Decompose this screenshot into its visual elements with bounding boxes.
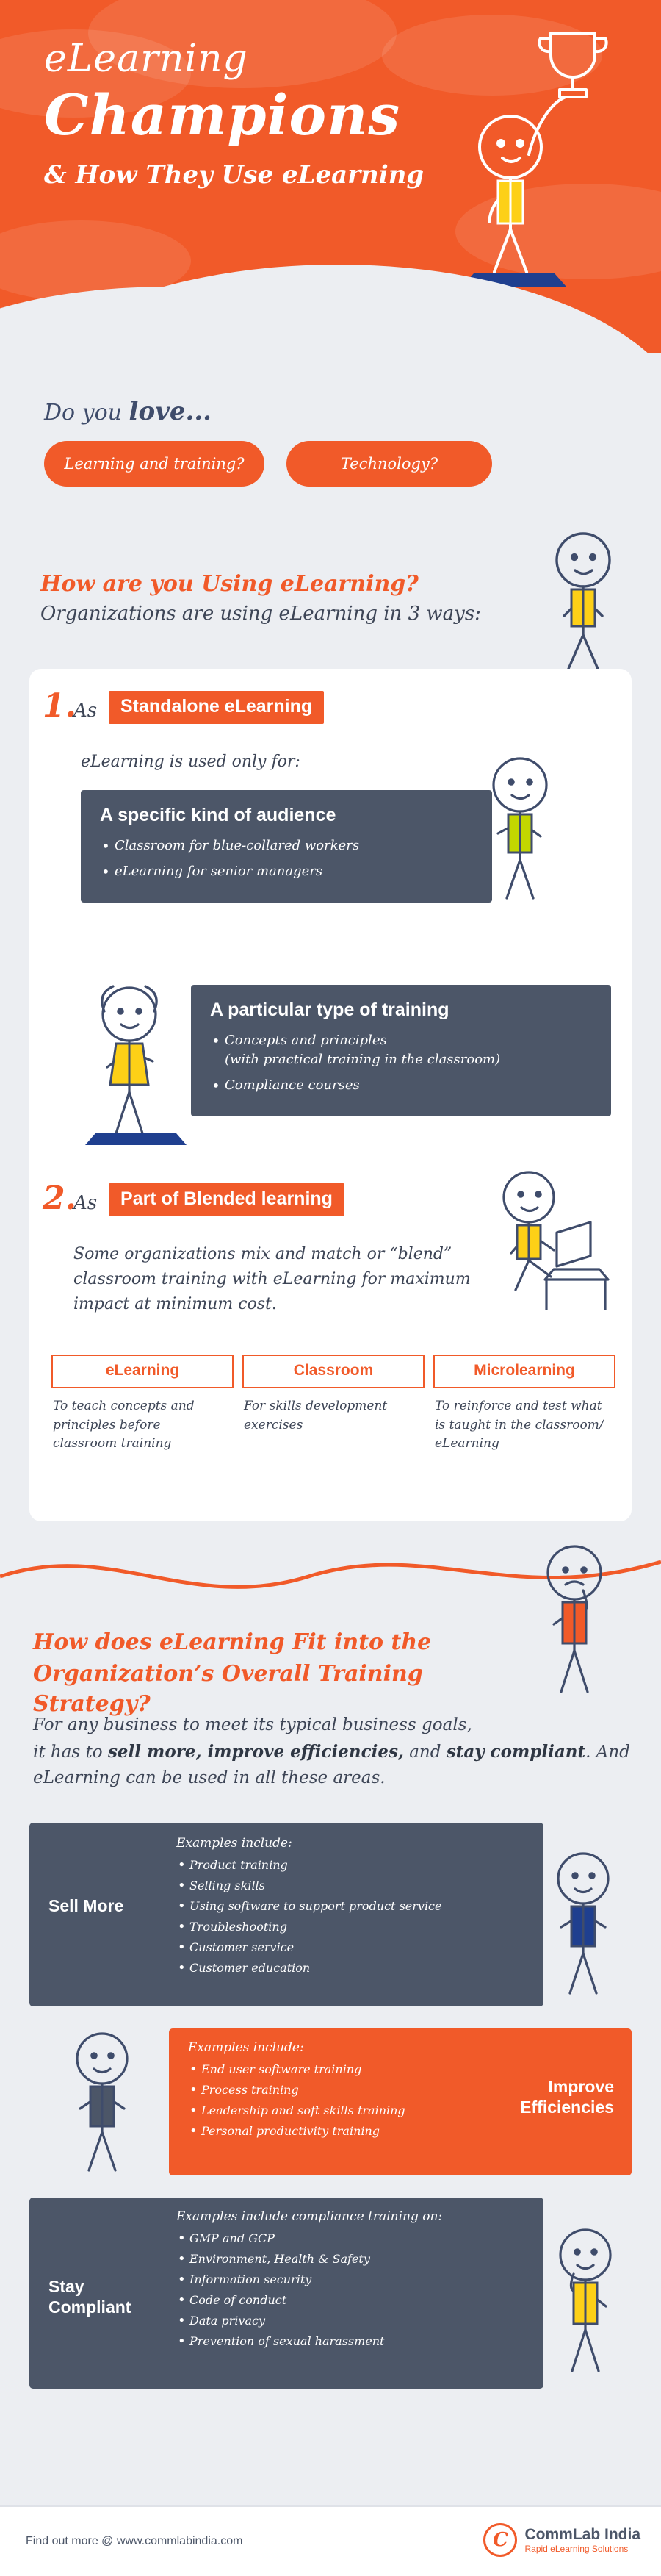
strategy-heading-line2: Organization’s Overall Training Strategy? <box>33 1661 423 1717</box>
strategy-block-stay-compliant <box>29 2198 543 2389</box>
way1-audience-box <box>81 790 492 903</box>
examples-list-sell-more <box>176 1856 529 1977</box>
strategy-intro-bold-1: sell more, improve efficiencies, <box>107 1741 404 1762</box>
way1-tag[interactable]: Standalone eLearning <box>109 691 324 724</box>
way1-training-box <box>191 985 611 1116</box>
stick-figure-champion-icon <box>441 7 646 301</box>
list-item: • Information security <box>176 2271 529 2289</box>
strategy-intro <box>33 1712 635 1792</box>
stick-figure-standing-icon <box>523 529 648 676</box>
col-head-elearning: eLearning <box>51 1355 234 1388</box>
strategy-intro-2: it has to <box>33 1742 108 1762</box>
way2-tag[interactable]: Part of Blended learning <box>109 1183 344 1216</box>
list-item: • GMP and GCP <box>176 2230 529 2247</box>
stick-figure-female-icon <box>59 977 206 1150</box>
commlab-logo <box>483 2523 640 2557</box>
list-item: • Compliance courses <box>210 1076 592 1095</box>
list-item: • End user software training <box>188 2061 482 2078</box>
list-item: • Prevention of sexual harassment <box>176 2333 529 2350</box>
list-item: • Classroom for blue-collared workers <box>100 836 473 855</box>
col-body-microlearning: To reinforce and test what is taught in the classroom/ eLearning <box>435 1399 604 1451</box>
examples-title: Examples include: <box>176 1836 292 1851</box>
list-item: • Data privacy <box>176 2312 529 2330</box>
way1-audience-list <box>100 836 473 881</box>
list-item: • Customer service <box>176 1939 529 1956</box>
col-body-elearning: To teach concepts and principles before classroom training <box>53 1399 195 1451</box>
section-heading-using: How are you Using eLearning? <box>40 571 419 597</box>
love-prompt-emph: love... <box>129 397 212 426</box>
title-line-2: Champions <box>44 82 401 148</box>
pill-learning-and-training[interactable] <box>44 441 264 487</box>
list-item: • Product training <box>176 1856 529 1874</box>
stick-figure-business-icon <box>33 2025 173 2190</box>
col-head-microlearning: Microlearning <box>433 1355 615 1388</box>
examples-title: Examples include compliance training on: <box>176 2209 443 2224</box>
logo-mark-icon: C <box>483 2523 517 2557</box>
strategy-label-sell-more: Sell More <box>48 1896 124 1915</box>
pill-label: Technology? <box>340 455 438 473</box>
list-item: • Customer education <box>176 1959 529 1977</box>
examples-title: Examples include: <box>188 2040 304 2055</box>
list-item: • Process training <box>188 2081 482 2099</box>
way1-lead: eLearning is used only for: <box>81 753 300 771</box>
love-prompt-plain: Do you <box>44 400 129 426</box>
strategy-block-sell-more <box>29 1823 543 2006</box>
list-item: • eLearning for senior managers <box>100 862 473 881</box>
col-head-classroom: Classroom <box>242 1355 425 1388</box>
love-prompt <box>44 397 212 426</box>
strategy-intro-3: and <box>403 1742 447 1762</box>
pill-label: Learning and training? <box>64 455 245 473</box>
way1-as-word: As <box>73 700 98 722</box>
way2-as-word: As <box>73 1192 98 1214</box>
footer <box>0 2505 661 2576</box>
way1-training-list <box>210 1031 592 1095</box>
way1-training-title: A particular type of training <box>210 1000 449 1020</box>
strategy-block-improve-efficiencies <box>169 2028 632 2175</box>
stick-figure-pointing-icon <box>449 750 589 904</box>
list-item: • Code of conduct <box>176 2292 529 2309</box>
stick-figure-laptop-icon <box>477 1165 635 1323</box>
list-item: • Environment, Health & Safety <box>176 2250 529 2268</box>
stick-figure-presenter-icon <box>514 1845 654 2014</box>
title-line-3: & How They Use eLearning <box>44 160 425 190</box>
list-item: • Leadership and soft skills training <box>188 2102 482 2120</box>
stick-figure-thumbsup-icon <box>518 2220 654 2392</box>
logo-name: CommLab India <box>524 2526 640 2543</box>
way1-number: 1. <box>43 687 76 725</box>
title-line-1: eLearning <box>44 37 248 81</box>
way1-audience-title: A specific kind of audience <box>100 805 336 825</box>
examples-list-compliant <box>176 2230 529 2350</box>
header-banner <box>0 0 661 353</box>
pill-technology[interactable] <box>286 441 492 487</box>
strategy-intro-bold-2: stay compliant <box>446 1741 586 1762</box>
strategy-intro-4: . And eLearning can be used in all these areas. <box>33 1742 630 1788</box>
way2-number: 2. <box>43 1180 76 1217</box>
examples-list-improve <box>188 2061 482 2140</box>
col-body-classroom: For skills development exercises <box>244 1399 388 1432</box>
strategy-label-stay-compliant: Stay Compliant <box>48 2277 131 2317</box>
section-sub-using: Organizations are using eLearning in 3 ways: <box>40 603 481 625</box>
strategy-heading-line1: How does eLearning Fit into the <box>33 1629 432 1655</box>
list-item: • Troubleshooting <box>176 1918 529 1936</box>
list-item: • Concepts and principles (with practical training in the classroom) <box>210 1031 592 1069</box>
list-item: • Selling skills <box>176 1877 529 1895</box>
list-item: • Personal productivity training <box>188 2123 482 2140</box>
strategy-intro-1: For any business to meet its typical business goals, <box>33 1715 472 1734</box>
way2-lead: Some organizations mix and match or “blend” classroom training with eLearning for maximum impact at minimum cost. <box>73 1245 471 1314</box>
list-item: • Using software to support product service <box>176 1898 529 1915</box>
strategy-label-improve-efficiencies: Improve Efficiencies <box>520 2077 614 2117</box>
logo-tagline: Rapid eLearning Solutions <box>524 2544 629 2554</box>
footer-find-out-more[interactable]: Find out more @ www.commlabindia.com <box>26 2535 243 2547</box>
